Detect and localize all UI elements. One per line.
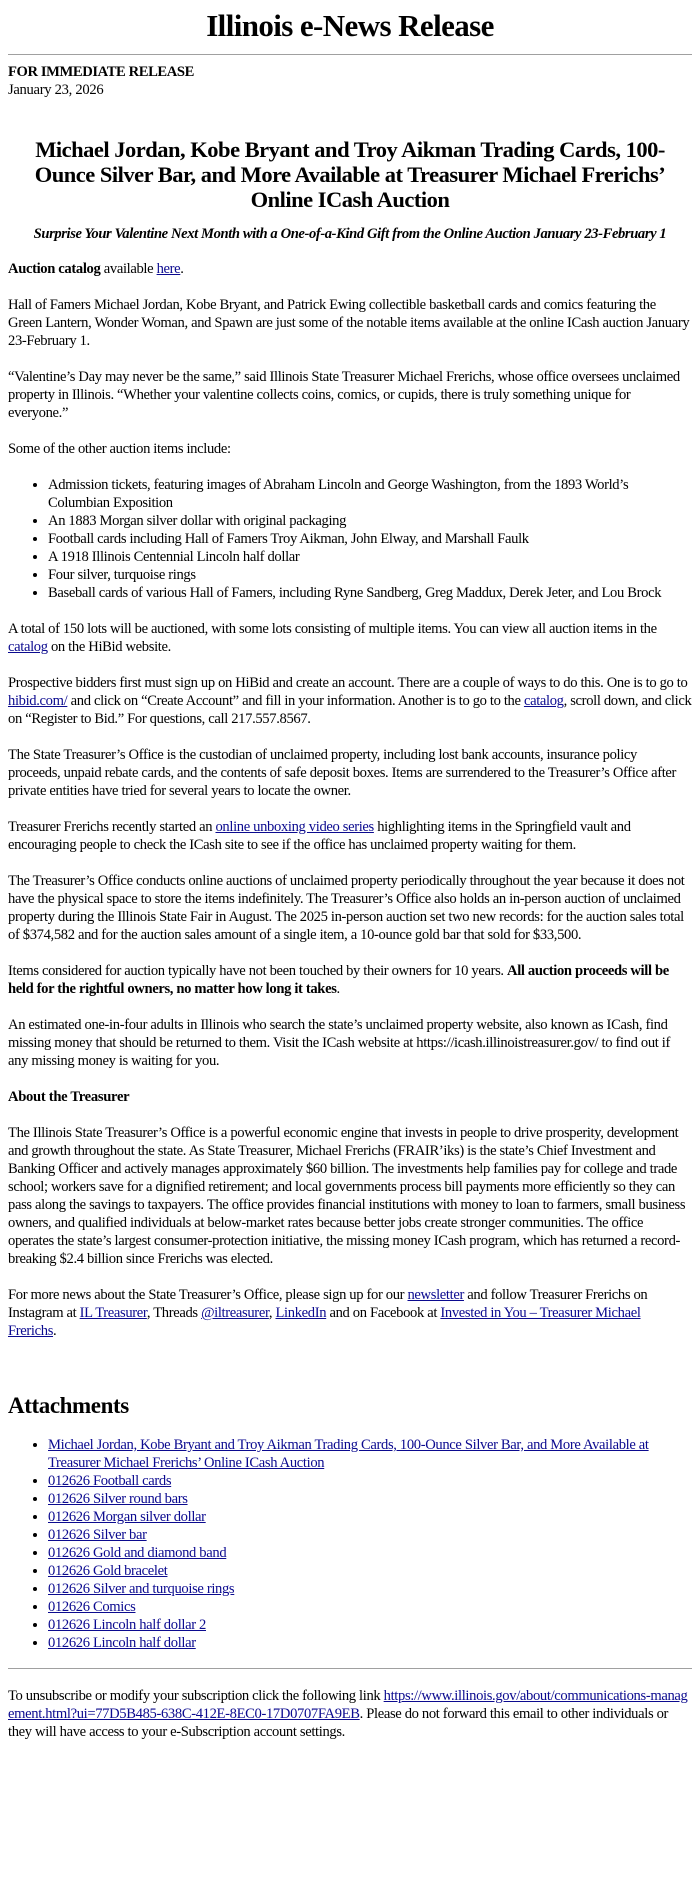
attachments-list xyxy=(8,1436,692,1652)
more-text: For more news about the State Treasurer’s Office, please sign up for our xyxy=(8,1287,408,1303)
attachment-link[interactable]: 012626 Gold bracelet xyxy=(48,1563,168,1579)
catalog-label: Auction catalog xyxy=(8,261,101,277)
quote-paragraph: “Valentine’s Day may never be the same,” said Illinois State Treasurer Michael Frerichs, whose office oversees unclaimed property in Illinois. “Whether your valentine collects coins, comics, or cupids, there is truly something unique for everyone.” xyxy=(8,369,680,421)
attachment-link[interactable]: Michael Jordan, Kobe Bryant and Troy Aikman Trading Cards, 100-Ounce Silver Bar, and More Available at Treasurer Michael Frerichs’ Online ICash Auction xyxy=(48,1437,649,1471)
instagram-link[interactable]: IL Treasurer xyxy=(79,1305,147,1321)
press-release-headline: Michael Jordan, Kobe Bryant and Troy Aikman Trading Cards, 100-Ounce Silver Bar, and More Available at Treasurer Michael Frerichs’ Online ICash Auction xyxy=(34,137,666,212)
catalog-end: . xyxy=(180,261,184,277)
auction-item: • Baseball cards of various Hall of Famers, including Ryne Sandberg, Greg Maddux, Derek Jeter, and Lou Brock xyxy=(48,584,692,602)
attachments-heading: Attachments xyxy=(8,1393,129,1418)
auction-item: • Football cards including Hall of Famers Troy Aikman, John Elway, and Marshall Faulk xyxy=(48,530,692,548)
auction-item: • A 1918 Illinois Centennial Lincoln half dollar xyxy=(48,548,692,566)
hibid-link[interactable]: hibid.com/ xyxy=(8,693,68,709)
untouched-paragraph xyxy=(8,962,692,998)
untouched-text: Items considered for auction typically have not been touched by their owners for 10 years. xyxy=(8,963,508,979)
attachment-link[interactable]: 012626 Comics xyxy=(48,1599,136,1615)
attachment-item xyxy=(48,1490,692,1508)
auctions-paragraph: The Treasurer’s Office conducts online auctions of unclaimed property periodically throughout the year because it does not have the physical space to store the items indefinitely. The Treasurer’s Office also holds an in-person auction of unclaimed property during the Illinois State Fair in August. The 2025 in-person auction set two new records: for the auction sales total of $374,582 and for the auction sales amount of a single item, a 10-ounce gold bar that sold for $33,500. xyxy=(8,873,685,943)
unsubscribe-notice xyxy=(8,1687,692,1757)
catalog-line xyxy=(8,260,692,278)
bidders-paragraph xyxy=(8,674,692,728)
newsletter-link[interactable]: newsletter xyxy=(407,1287,464,1303)
custodian-paragraph: The State Treasurer’s Office is the custodian of unclaimed property, including lost bank accounts, insurance policy proceeds, unpaid rebate cards, and the contents of safe deposit boxes. Items are surrendered to the Treasurer’s Office after private entities have tried for several years to locate the owner. xyxy=(8,747,677,799)
release-label: FOR IMMEDIATE RELEASE xyxy=(8,64,194,80)
attachment-item xyxy=(48,1436,692,1472)
attachment-link[interactable]: 012626 Lincoln half dollar 2 xyxy=(48,1617,206,1633)
attachment-item xyxy=(48,1580,692,1598)
footer-divider xyxy=(8,1668,692,1669)
press-release-subheadline: Surprise Your Valentine Next Month with a One-of-a-Kind Gift from the Online Auction January 23-February 1 xyxy=(33,226,667,242)
release-info xyxy=(8,63,692,99)
attachment-item xyxy=(48,1616,692,1634)
more-text: , Threads xyxy=(146,1305,202,1321)
attachment-link[interactable]: 012626 Football cards xyxy=(48,1473,172,1489)
auction-item: • Four silver, turquoise rings xyxy=(48,566,692,584)
catalog-link[interactable]: catalog xyxy=(8,639,48,655)
site-title: Illinois e-News Release xyxy=(206,8,494,43)
attachment-item xyxy=(48,1544,692,1562)
bidders-text: Prospective bidders first must sign up on HiBid and create an account. There are a couple of ways to do this. One is to go to xyxy=(8,675,688,691)
video-text: Treasurer Frerichs recently started an xyxy=(8,819,216,835)
catalog-register-link[interactable]: catalog xyxy=(523,693,564,709)
unboxing-video-link[interactable]: online unboxing video series xyxy=(215,819,374,835)
attachment-link[interactable]: 012626 Gold and diamond band xyxy=(48,1545,227,1561)
about-paragraph: The Illinois State Treasurer’s Office is a powerful economic engine that invests in people to drive prosperity, development and growth throughout the state. As State Treasurer, Michael Frerichs (FRAIR’iks) is the state’s Chief Investment and Banking Officer and actively manages approximately $60 billion. The investments help families pay for college and trade school; workers save for a dignified retirement; and local governments process bill payments more efficiently so they can pass along the savings to taxpayers. The office provides financial institutions with money to loan to farmers, small business owners, and qualified individuals at below-market rates because better jobs create stronger communities. The office operates the state’s largest consumer-protection initiative, the missing money ICash program, which has returned a record-breaking $2.4 billion since Frerichs was elected. xyxy=(8,1125,686,1267)
auction-item: • An 1883 Morgan silver dollar with original packaging xyxy=(48,512,692,530)
lots-text: A total of 150 lots will be auctioned, with some lots consisting of multiple items. You can view all auction items in the xyxy=(8,621,657,637)
attachment-item xyxy=(48,1508,692,1526)
untouched-end: . xyxy=(336,981,340,997)
header-divider xyxy=(8,54,692,55)
video-paragraph xyxy=(8,818,692,854)
more-text: , xyxy=(268,1305,276,1321)
linkedin-link[interactable]: LinkedIn xyxy=(275,1305,327,1321)
attachment-link[interactable]: 012626 Silver and turquoise rings xyxy=(48,1581,235,1597)
attachment-item xyxy=(48,1526,692,1544)
proceeds-notice: All auction proceeds will be held for the rightful owners, no matter how long it takes xyxy=(8,963,669,997)
auction-item: • Admission tickets, featuring images of Abraham Lincoln and George Washington, from the 1893 World’s Columbian Exposition xyxy=(48,476,692,512)
attachment-item xyxy=(48,1598,692,1616)
icash-paragraph: An estimated one-in-four adults in Illinois who search the state’s unclaimed property website, also known as ICash, find missing money that should be returned to them. Visit the ICash website at https://icash.illinoistreasurer.gov/ to find out if any missing money is waiting for you. xyxy=(8,1017,670,1069)
unsubscribe-link[interactable]: https://www.illinois.gov/about/communications-management.html?ui=77D5B485-638C-412E-8EC0-17D0707FA9EB xyxy=(8,1688,688,1722)
facebook-link[interactable]: Invested in You – Treasurer Michael Frerichs xyxy=(8,1305,641,1339)
unsubscribe-text-end: . Please do not forward this email to other individuals or they will have access to your e-Subscription account settings. xyxy=(8,1706,669,1740)
email-body xyxy=(0,8,700,1757)
catalog-text: available xyxy=(100,261,157,277)
lots-text-end: on the HiBid website. xyxy=(47,639,171,655)
auction-items-list xyxy=(8,476,692,602)
lots-paragraph xyxy=(8,620,692,656)
more-news-paragraph xyxy=(8,1286,692,1340)
threads-link[interactable]: @iltreasurer xyxy=(201,1305,269,1321)
about-heading: About the Treasurer xyxy=(8,1089,130,1105)
attachment-item xyxy=(48,1562,692,1580)
intro-paragraph: Hall of Famers Michael Jordan, Kobe Bryant, and Patrick Ewing collectible basketball cards and comics featuring the Green Lantern, Wonder Woman, and Spawn are just some of the notable items available at the online ICash auction January 23-February 1. xyxy=(8,297,690,349)
video-text-end: highlighting items in the Springfield vault and encouraging people to check the ICash site to see if the office has unclaimed property waiting for them. xyxy=(8,819,631,853)
more-text-end: . xyxy=(53,1323,57,1339)
bidders-text: , scroll down, and click on “Register to Bid.” For questions, call 217.557.8567. xyxy=(8,693,692,727)
more-text: and follow Treasurer Frerichs on Instagram at xyxy=(8,1287,648,1321)
attachment-link[interactable]: 012626 Morgan silver dollar xyxy=(48,1509,206,1525)
attachment-link[interactable]: 012626 Silver round bars xyxy=(48,1491,188,1507)
more-text: and on Facebook at xyxy=(326,1305,441,1321)
release-date: January 23, 2026 xyxy=(8,82,104,98)
attachment-link[interactable]: 012626 Lincoln half dollar xyxy=(48,1635,196,1651)
attachment-link[interactable]: 012626 Silver bar xyxy=(48,1527,147,1543)
catalog-here-link[interactable]: here xyxy=(156,261,181,277)
items-intro: Some of the other auction items include: xyxy=(8,441,231,457)
attachment-item xyxy=(48,1634,692,1652)
unsubscribe-text: To unsubscribe or modify your subscription click the following link xyxy=(8,1688,384,1704)
bidders-text: and click on “Create Account” and fill in your information. Another is to go to the xyxy=(67,693,524,709)
attachment-item xyxy=(48,1472,692,1490)
